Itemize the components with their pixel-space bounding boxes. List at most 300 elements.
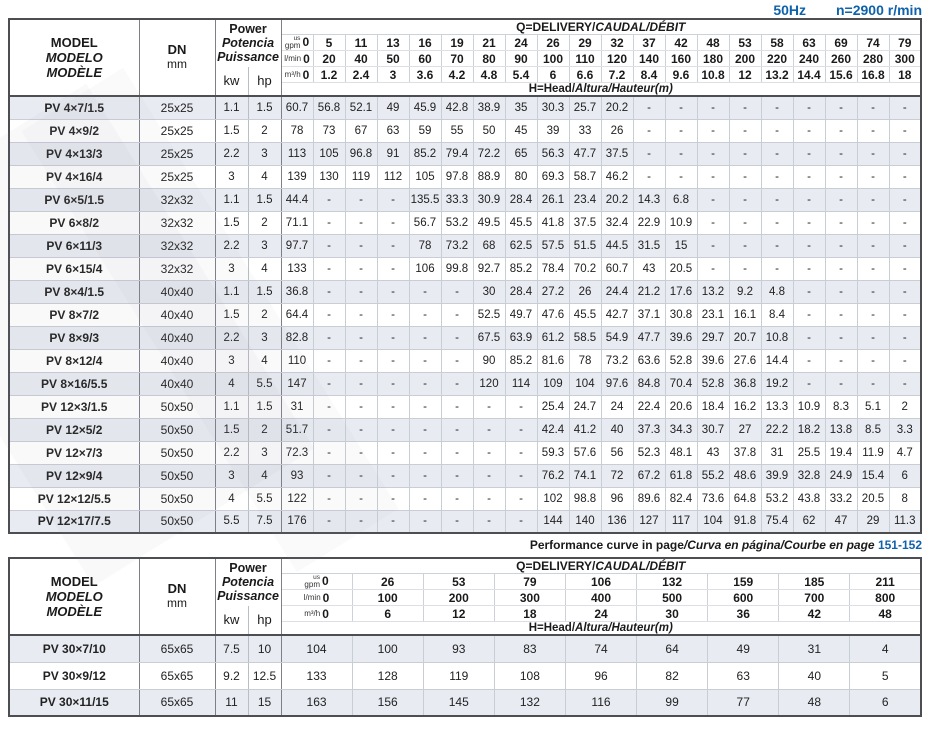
flow-value: 14.4 — [797, 67, 821, 82]
head-value-cell: - — [729, 188, 761, 211]
head-value-cell: 19.2 — [761, 372, 793, 395]
flow-lmin-cell — [665, 51, 697, 67]
flow-value: 4.2 — [448, 67, 466, 82]
hp-cell: 4 — [248, 464, 281, 487]
kw-cell: 1.1 — [215, 96, 248, 119]
head-value-cell: 37.5 — [601, 142, 633, 165]
head-value-cell: 51.5 — [569, 234, 601, 257]
model-cell: PV 8×16/5.5 — [9, 372, 139, 395]
flow-value: 0 — [302, 67, 310, 82]
head-value-cell: - — [825, 96, 857, 119]
head-value-cell: 80 — [505, 165, 537, 188]
table-row — [9, 119, 921, 142]
head-value-cell: 26 — [601, 119, 633, 142]
flow-lmin-cell — [409, 51, 441, 67]
dn-cell: 65x65 — [139, 635, 215, 662]
head-value-cell: - — [345, 280, 377, 303]
flow-value: 6 — [549, 67, 557, 82]
head-value-cell: 72.2 — [473, 142, 505, 165]
head-value-cell: - — [857, 96, 889, 119]
head-value-cell: 45.5 — [505, 211, 537, 234]
head-value-cell: 18.2 — [793, 418, 825, 441]
flow-value: 180 — [702, 51, 724, 66]
flow-gpm-cell — [793, 35, 825, 51]
head-value-cell: 106 — [409, 257, 441, 280]
head-value-cell: - — [441, 464, 473, 487]
unit-m3h-label: m³/h — [304, 609, 321, 619]
table-row — [9, 510, 921, 533]
model-cell: PV 30×9/12 — [9, 662, 139, 689]
flow-gpm-cell — [281, 35, 313, 51]
head-value-cell: - — [697, 119, 729, 142]
head-value-cell: 42.4 — [537, 418, 569, 441]
unit-lmin-label: l/min — [303, 593, 321, 603]
head-value-cell: 64.4 — [281, 303, 313, 326]
head-value-cell: - — [793, 303, 825, 326]
power-column-header — [215, 558, 281, 606]
operating-conditions — [0, 0, 922, 18]
head-value-cell: - — [505, 395, 537, 418]
head-value-cell: 39.9 — [761, 464, 793, 487]
kw-cell: 7.5 — [215, 635, 248, 662]
model-label-es: MODELO — [45, 50, 103, 65]
head-value-cell: - — [377, 234, 409, 257]
head-value-cell: 62 — [793, 510, 825, 533]
flow-value: 50 — [386, 51, 400, 66]
dn-label: DN — [167, 581, 187, 596]
head-value-cell: - — [761, 234, 793, 257]
head-value-cell: - — [409, 510, 441, 533]
head-value-cell: 135.5 — [409, 188, 441, 211]
flow-lmin-cell — [537, 51, 569, 67]
head-value-cell: 34.3 — [665, 418, 697, 441]
head-value-cell: - — [473, 418, 505, 441]
flow-value: 500 — [662, 590, 683, 605]
head-value-cell: 33 — [569, 119, 601, 142]
head-value-cell: 60.7 — [281, 96, 313, 119]
table-row — [9, 395, 921, 418]
table-header — [9, 558, 921, 635]
head-value-cell: 13.8 — [825, 418, 857, 441]
flow-gpm-cell — [729, 35, 761, 51]
flow-m3h-cell — [409, 67, 441, 83]
note-page-numbers[interactable]: 151-152 — [877, 538, 922, 552]
head-value-cell: 3.3 — [889, 418, 921, 441]
model-label-en: MODEL — [50, 574, 98, 589]
head-value-cell: 56.3 — [537, 142, 569, 165]
head-value-cell: 24.7 — [569, 395, 601, 418]
head-value-cell: 127 — [633, 510, 665, 533]
kw-cell: 3 — [215, 464, 248, 487]
head-value-cell: - — [313, 441, 345, 464]
head-value-cell: - — [313, 211, 345, 234]
dn-cell: 40x40 — [139, 349, 215, 372]
flow-value: 600 — [733, 590, 754, 605]
flow-value: 0 — [303, 51, 310, 66]
q-delivery-italic: CAUDAL/DÉBIT — [595, 559, 686, 573]
head-value-cell: 31 — [779, 635, 850, 662]
flow-value: 79 — [523, 574, 537, 589]
head-value-cell: 47.7 — [569, 142, 601, 165]
head-value-cell: 93 — [423, 635, 494, 662]
head-value-cell: - — [825, 326, 857, 349]
head-value-cell: - — [665, 165, 697, 188]
head-value-cell: 130 — [313, 165, 345, 188]
head-value-cell: 29.7 — [697, 326, 729, 349]
model-cell: PV 4×7/1.5 — [9, 96, 139, 119]
q-delivery-upright: Q=DELIVERY/ — [516, 20, 596, 34]
dn-cell: 25x25 — [139, 142, 215, 165]
head-value-cell: 163 — [281, 689, 352, 716]
head-value-cell: - — [793, 257, 825, 280]
flow-value: 0 — [322, 606, 329, 621]
head-value-cell: 33.2 — [825, 487, 857, 510]
hp-cell: 1.5 — [248, 395, 281, 418]
table-row — [9, 635, 921, 662]
head-value-cell: 26.1 — [537, 188, 569, 211]
head-value-cell: 98.8 — [569, 487, 601, 510]
head-value-cell: - — [313, 372, 345, 395]
model-cell: PV 30×7/10 — [9, 635, 139, 662]
head-value-cell: - — [761, 165, 793, 188]
flow-gpm-cell — [441, 35, 473, 51]
head-value-cell: 90 — [473, 349, 505, 372]
head-value-cell: 85.2 — [505, 349, 537, 372]
head-value-cell: - — [761, 257, 793, 280]
head-value-cell: 42.8 — [441, 96, 473, 119]
head-value-cell: - — [409, 395, 441, 418]
head-value-cell: - — [505, 441, 537, 464]
dn-cell: 25x25 — [139, 119, 215, 142]
frequency-label: 50Hz — [773, 2, 806, 18]
head-value-cell: 4 — [850, 635, 921, 662]
head-value-cell: 58.5 — [569, 326, 601, 349]
unit-gpm-label — [285, 36, 301, 50]
flow-gpm-cell — [565, 574, 636, 590]
flow-value: 79 — [898, 35, 912, 50]
head-value-cell: - — [441, 280, 473, 303]
head-value-cell: 55.2 — [697, 464, 729, 487]
head-value-cell: 52.8 — [665, 349, 697, 372]
flow-value: 185 — [804, 574, 825, 589]
flow-gpm-cell — [345, 35, 377, 51]
flow-value: 140 — [638, 51, 660, 66]
head-value-cell: 37.8 — [729, 441, 761, 464]
flow-value: 69 — [834, 35, 848, 50]
head-value-cell: - — [345, 395, 377, 418]
flow-value: 80 — [482, 51, 496, 66]
head-value-cell: 28.4 — [505, 188, 537, 211]
model-cell: PV 6×8/2 — [9, 211, 139, 234]
flow-lmin-cell — [729, 51, 761, 67]
head-value-cell: 22.2 — [761, 418, 793, 441]
table-row — [9, 487, 921, 510]
head-value-cell: 37.3 — [633, 418, 665, 441]
head-value-cell: 8.5 — [857, 418, 889, 441]
dn-cell: 32x32 — [139, 234, 215, 257]
head-value-cell: - — [729, 142, 761, 165]
head-value-cell: - — [345, 349, 377, 372]
flow-value: 100 — [542, 51, 564, 66]
head-value-cell: 78 — [409, 234, 441, 257]
head-value-cell: 85.2 — [409, 142, 441, 165]
head-value-cell: 4.8 — [761, 280, 793, 303]
flow-value: 220 — [766, 51, 788, 66]
head-value-cell: 25.5 — [793, 441, 825, 464]
head-value-cell: - — [857, 119, 889, 142]
flow-value: 18 — [898, 67, 912, 82]
head-value-cell: - — [761, 142, 793, 165]
flow-lmin-cell — [601, 51, 633, 67]
head-value-cell: 63 — [377, 119, 409, 142]
head-value-cell: 10.9 — [665, 211, 697, 234]
head-value-cell: 81.6 — [537, 349, 569, 372]
head-value-cell: 9.2 — [729, 280, 761, 303]
kw-cell: 9.2 — [215, 662, 248, 689]
flow-gpm-cell — [825, 35, 857, 51]
head-value-cell: - — [313, 464, 345, 487]
hp-cell: 10 — [248, 635, 281, 662]
head-value-cell: - — [729, 257, 761, 280]
flow-value: 58 — [770, 35, 784, 50]
flow-m3h-cell — [377, 67, 409, 83]
head-value-cell: - — [825, 188, 857, 211]
kw-cell: 1.5 — [215, 211, 248, 234]
head-value-cell: - — [729, 234, 761, 257]
head-value-cell: 119 — [423, 662, 494, 689]
head-value-cell: - — [345, 372, 377, 395]
head-value-cell: 61.2 — [537, 326, 569, 349]
head-value-cell: 47.6 — [537, 303, 569, 326]
head-value-cell: - — [313, 257, 345, 280]
flow-value: 90 — [514, 51, 528, 66]
model-cell: PV 12×17/7.5 — [9, 510, 139, 533]
head-value-cell: 47 — [825, 510, 857, 533]
head-value-cell: 67 — [345, 119, 377, 142]
dn-cell: 32x32 — [139, 257, 215, 280]
head-value-cell: 36.8 — [729, 372, 761, 395]
kw-cell: 4 — [215, 487, 248, 510]
head-value-cell: 99 — [637, 689, 708, 716]
head-value-cell: 30.3 — [537, 96, 569, 119]
h-head-header — [281, 622, 921, 636]
flow-lmin-cell — [423, 590, 494, 606]
flow-m3h-cell — [313, 67, 345, 83]
head-value-cell: 27.2 — [537, 280, 569, 303]
head-value-cell: 2 — [889, 395, 921, 418]
table-row — [9, 303, 921, 326]
flow-m3h-cell — [779, 606, 850, 622]
head-value-cell: - — [345, 441, 377, 464]
flow-value: 74 — [866, 35, 880, 50]
hp-column-header: hp — [248, 606, 281, 636]
head-value-cell: - — [345, 464, 377, 487]
head-value-cell: 5.1 — [857, 395, 889, 418]
head-value-cell: 83 — [494, 635, 565, 662]
head-value-cell: 39.6 — [665, 326, 697, 349]
table-row — [9, 326, 921, 349]
head-value-cell: 96 — [601, 487, 633, 510]
power-label-es: Potencia — [221, 36, 275, 51]
head-value-cell: 37.5 — [569, 211, 601, 234]
flow-value: 6 — [384, 606, 391, 621]
unit-gpm-label — [304, 575, 320, 589]
flow-value: 16.8 — [861, 67, 885, 82]
head-value-cell: 63 — [708, 662, 779, 689]
hp-cell: 2 — [248, 303, 281, 326]
head-value-cell: - — [889, 257, 921, 280]
head-value-cell: 105 — [409, 165, 441, 188]
head-value-cell: 30.7 — [697, 418, 729, 441]
head-value-cell: 73.2 — [441, 234, 473, 257]
head-value-cell: 52.1 — [345, 96, 377, 119]
head-value-cell: - — [889, 349, 921, 372]
head-value-cell: 76.2 — [537, 464, 569, 487]
head-value-cell: 61.8 — [665, 464, 697, 487]
dn-cell: 50x50 — [139, 395, 215, 418]
head-value-cell: 22.4 — [633, 395, 665, 418]
head-value-cell: - — [761, 119, 793, 142]
flow-lmin-cell — [825, 51, 857, 67]
head-value-cell: 44.4 — [281, 188, 313, 211]
hp-cell: 3 — [248, 142, 281, 165]
head-value-cell: 45 — [505, 119, 537, 142]
head-value-cell: 144 — [537, 510, 569, 533]
head-value-cell: - — [825, 165, 857, 188]
model-cell: PV 4×9/2 — [9, 119, 139, 142]
head-value-cell: 23.4 — [569, 188, 601, 211]
head-value-cell: 92.7 — [473, 257, 505, 280]
head-value-cell: 67.5 — [473, 326, 505, 349]
head-value-cell: - — [345, 211, 377, 234]
hp-cell: 15 — [248, 689, 281, 716]
dn-cell: 32x32 — [139, 211, 215, 234]
model-cell: PV 8×12/4 — [9, 349, 139, 372]
flow-value: 6.6 — [576, 67, 594, 82]
flow-gpm-cell — [601, 35, 633, 51]
head-value-cell: - — [729, 96, 761, 119]
head-value-cell: - — [377, 464, 409, 487]
head-value-cell: 78.4 — [537, 257, 569, 280]
table-row — [9, 372, 921, 395]
flow-gpm-cell — [569, 35, 601, 51]
flow-value: 21 — [482, 35, 496, 50]
head-value-cell: 26 — [569, 280, 601, 303]
head-value-cell: - — [633, 165, 665, 188]
head-value-cell: - — [313, 418, 345, 441]
head-value-cell: - — [857, 349, 889, 372]
head-value-cell: 122 — [281, 487, 313, 510]
dn-cell: 65x65 — [139, 689, 215, 716]
table-row — [9, 280, 921, 303]
hp-cell: 3 — [248, 326, 281, 349]
head-value-cell: 55 — [441, 119, 473, 142]
head-value-cell: 102 — [537, 487, 569, 510]
head-value-cell: 39.6 — [697, 349, 729, 372]
h-head-italic: Altura/Hauteur — [575, 83, 655, 95]
head-value-cell: 13.2 — [697, 280, 729, 303]
head-value-cell: - — [441, 510, 473, 533]
flow-value: 10.8 — [701, 67, 725, 82]
head-value-cell: 108 — [494, 662, 565, 689]
table-row — [9, 211, 921, 234]
head-value-cell: - — [889, 188, 921, 211]
head-value-cell: - — [377, 487, 409, 510]
head-value-cell: 133 — [281, 662, 352, 689]
head-value-cell: 68 — [473, 234, 505, 257]
flow-gpm-cell — [761, 35, 793, 51]
flow-value: 12 — [452, 606, 466, 621]
kw-cell: 1.1 — [215, 188, 248, 211]
head-value-cell: - — [761, 188, 793, 211]
head-value-cell: 51.7 — [281, 418, 313, 441]
kw-cell: 2.2 — [215, 142, 248, 165]
flow-lmin-cell — [889, 51, 921, 67]
head-value-cell: - — [697, 96, 729, 119]
head-value-cell: 104 — [697, 510, 729, 533]
model-label-en: MODEL — [50, 35, 98, 50]
head-value-cell: 16.2 — [729, 395, 761, 418]
dn-label: DN — [167, 42, 187, 57]
flow-m3h-cell — [708, 606, 779, 622]
head-value-cell: - — [377, 418, 409, 441]
performance-curve-note — [8, 538, 922, 552]
head-value-cell: - — [665, 142, 697, 165]
flow-gpm-cell — [537, 35, 569, 51]
head-value-cell: 145 — [423, 689, 494, 716]
head-value-cell: - — [825, 372, 857, 395]
unit-gpm-text: gpm — [304, 579, 320, 589]
head-value-cell: 53.2 — [441, 211, 473, 234]
head-value-cell: - — [857, 188, 889, 211]
flow-value: 300 — [519, 590, 540, 605]
head-value-cell: 63.6 — [633, 349, 665, 372]
head-value-cell: 96.8 — [345, 142, 377, 165]
flow-value: 16 — [418, 35, 432, 50]
head-value-cell: 38.9 — [473, 96, 505, 119]
head-value-cell: - — [889, 211, 921, 234]
head-value-cell: 104 — [281, 635, 352, 662]
head-value-cell: - — [313, 303, 345, 326]
table-body — [9, 635, 921, 716]
table-row — [9, 418, 921, 441]
kw-cell: 1.5 — [215, 303, 248, 326]
head-value-cell: 91 — [377, 142, 409, 165]
flow-value: 12 — [738, 67, 752, 82]
flow-value: 0 — [302, 35, 310, 50]
head-value-cell: - — [409, 418, 441, 441]
flow-value: 2.4 — [352, 67, 370, 82]
kw-cell: 5.5 — [215, 510, 248, 533]
dn-cell: 50x50 — [139, 441, 215, 464]
head-value-cell: - — [761, 96, 793, 119]
h-head-header — [281, 83, 921, 97]
flow-value: 48 — [878, 606, 892, 621]
head-value-cell: 29 — [857, 510, 889, 533]
head-value-cell: - — [441, 395, 473, 418]
head-value-cell: - — [633, 119, 665, 142]
table-header — [9, 19, 921, 96]
head-value-cell: 52.5 — [473, 303, 505, 326]
head-value-cell: 15.4 — [857, 464, 889, 487]
flow-value: 18 — [523, 606, 537, 621]
head-value-cell: 97.6 — [601, 372, 633, 395]
power-label-en: Power — [229, 561, 267, 576]
power-label-en: Power — [229, 22, 267, 37]
head-value-cell: 36.8 — [281, 280, 313, 303]
kw-cell: 1.5 — [215, 418, 248, 441]
kw-cell: 1.1 — [215, 280, 248, 303]
